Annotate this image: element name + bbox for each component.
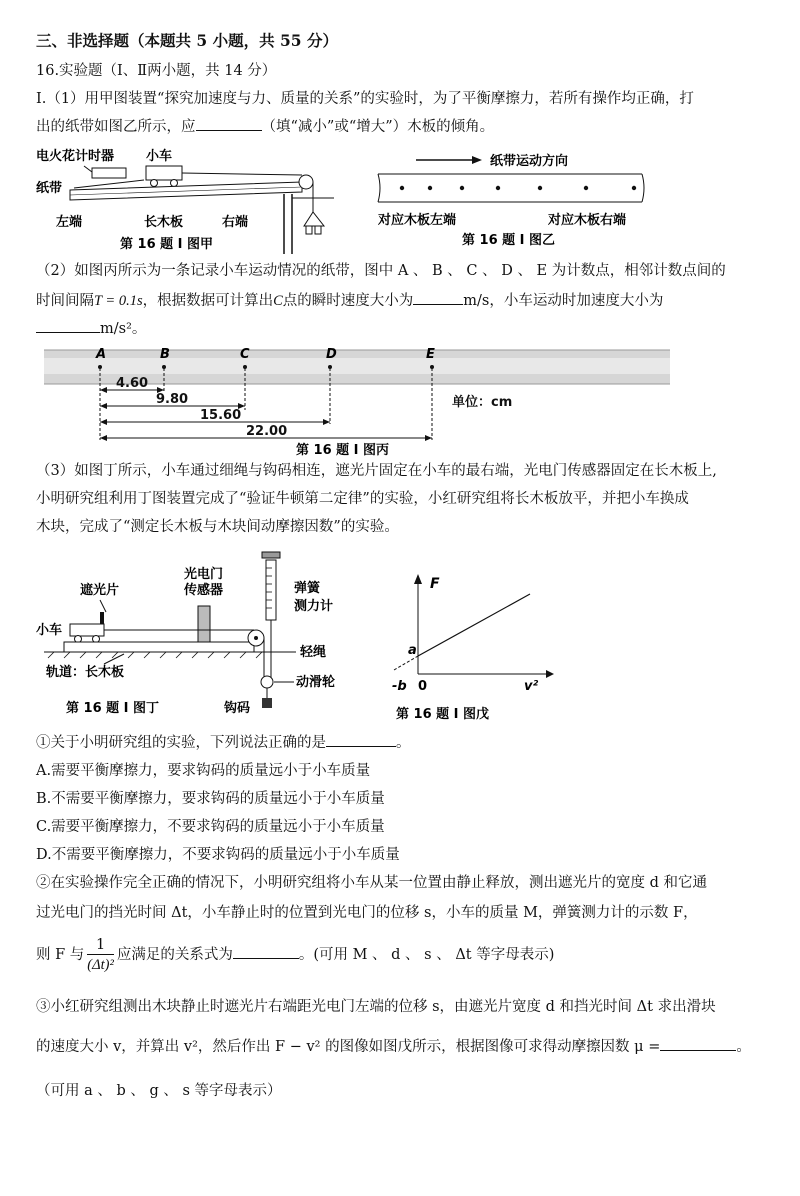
- label-right: 右端: [222, 215, 249, 230]
- question-2-line3: [36, 932, 554, 978]
- label-tape: 纸带: [36, 181, 63, 196]
- cart-wheel-left: [151, 180, 158, 187]
- x-axis-label: v²: [524, 679, 539, 694]
- tape-dot: [538, 186, 542, 190]
- question-3-line2-b: 。: [736, 1039, 751, 1055]
- fraction-1-over-dt2: [87, 936, 114, 975]
- question-1-end: 。: [396, 735, 411, 751]
- part1-line2-b: （填“减小”或“增大”）木板的倾角。: [261, 119, 495, 135]
- tape-dot: [460, 186, 464, 190]
- question-3-line3: （可用 a 、 b 、 g 、 s 等字母表示）: [36, 1083, 282, 1099]
- photogate-shape: [198, 606, 210, 642]
- option-b: B.不需要平衡摩擦力，要求钩码的质量远小于小车质量: [36, 791, 385, 807]
- caption-bing: 第 16 题 I 图丙: [296, 443, 390, 458]
- tape-line: [74, 180, 144, 188]
- extrapolation-line: [394, 656, 418, 670]
- part2-line2-c: ，根据数据可计算出: [142, 293, 274, 309]
- dist-ad: 15.60: [200, 408, 242, 423]
- label-left: 左端: [56, 215, 83, 230]
- part2-line2-a: 时间间隔: [36, 293, 94, 309]
- option-d: D.不需要平衡摩擦力，不要求钩码的质量远小于小车质量: [36, 847, 400, 863]
- caption-ding: 第 16 题 I 图丁: [66, 701, 160, 716]
- part3-line2: 小明研究组利用丁图装置完成了“验证牛顿第二定律”的实验，小红研究组将长木板放平，并把小车换成: [36, 491, 689, 507]
- tape-dot: [632, 186, 636, 190]
- answer-blank-2[interactable]: [413, 290, 463, 305]
- question-2-line1: ②在实验操作完全正确的情况下，小明研究组将小车从某一位置由静止释放，测出遮光片的宽度 d 和它通: [36, 875, 707, 891]
- tape-dot: [496, 186, 500, 190]
- figure-yi: [372, 150, 672, 250]
- part3-line3: 木块，完成了“测定长木板与木块间动摩擦因数”的实验。: [36, 519, 399, 535]
- question-2-line3-b: 应满足的关系式为: [116, 947, 233, 963]
- arrow-head: [472, 156, 482, 164]
- part1-line1: Ⅰ.（1）用甲图装置“探究加速度与力、质量的关系”的实验时，为了平衡摩擦力，若所有操作均正确，打: [36, 91, 694, 107]
- option-c: C.需要平衡摩擦力，不要求钩码的质量远小于小车质量: [36, 819, 385, 835]
- part2-line2-e: 点的瞬时速度大小为: [282, 293, 414, 309]
- shade-shape: [100, 612, 104, 624]
- label-cart: 小车: [146, 149, 173, 164]
- answer-blank-4[interactable]: [326, 732, 396, 747]
- cart-body: [146, 166, 182, 180]
- caption-wu: 第 16 题 I 图戊: [396, 707, 490, 722]
- answer-blank-3[interactable]: [36, 318, 100, 333]
- intercept-neg-b: -b: [392, 679, 407, 694]
- figure-ding: [34, 548, 384, 720]
- figure-wu: [390, 574, 560, 724]
- tape-dot: [584, 186, 588, 190]
- tape-dot: [400, 186, 404, 190]
- label-yi-left: 对应木板左端: [378, 213, 457, 228]
- option-a: A.需要平衡摩擦力，要求钩码的质量远小于小车质量: [36, 763, 371, 779]
- point-a-label: A: [96, 347, 107, 362]
- part1-line2-a: 出的纸带如图乙所示，应: [36, 119, 196, 135]
- caption-jia: 第 16 题 I 图甲: [120, 237, 214, 252]
- label-yi-right: 对应木板右端: [548, 213, 627, 228]
- rope-line: [182, 173, 302, 175]
- dist-ac: 9.80: [156, 392, 189, 407]
- question-3-line2-a: 的速度大小 v，并算出 v²，然后作出 F − v² 的图像如图戊所示，根据图像可求得动摩擦因数 μ =: [36, 1039, 661, 1055]
- point-d-label: D: [326, 347, 337, 362]
- label-track: 轨道：长木板: [46, 665, 125, 680]
- label-timer: 电火花计时器: [36, 149, 115, 164]
- figure-jia: [34, 142, 354, 254]
- moving-pulley: [261, 676, 273, 688]
- label-cart-ding: 小车: [36, 623, 63, 638]
- section-title: 三、非选择题（本题共 5 小题，共 55 分）: [36, 31, 338, 50]
- question-2-line3-c: 。(可用 M 、 d 、 s 、 Δt 等字母表示): [298, 947, 555, 963]
- answer-blank-6[interactable]: [660, 1036, 736, 1051]
- label-pulley: 动滑轮: [296, 675, 336, 690]
- part2-line1: （2）如图丙所示为一条记录小车运动情况的纸带，图中 A 、 B 、 C 、 D 、 E 为计数点，相邻计数点间的: [36, 263, 726, 279]
- figure-bing: [40, 340, 680, 458]
- point-b-label: B: [160, 347, 170, 362]
- track-shape: [64, 642, 254, 652]
- cart-wheel-right: [171, 180, 178, 187]
- part2-line3-unit: m/s²。: [100, 321, 147, 337]
- answer-blank-1[interactable]: [196, 116, 262, 131]
- label-gate-1: 光电门: [184, 567, 224, 582]
- point-c-label: C: [240, 347, 250, 362]
- timer-shape: [92, 168, 126, 178]
- weight-hanger: [304, 212, 324, 226]
- caption-yi: 第 16 题 I 图乙: [462, 233, 556, 248]
- timer-pointer: [84, 166, 92, 172]
- part2-line2-f: m/s，小车运动时加速度大小为: [463, 293, 664, 309]
- label-spring-1: 弹簧: [294, 581, 321, 596]
- unit-label: 单位：cm: [452, 395, 513, 410]
- answer-blank-5[interactable]: [233, 944, 299, 959]
- part2-line3: [36, 318, 146, 340]
- part3-line1: （3）如图丁所示，小车通过细绳与钩码相连，遮光片固定在小车的最右端，光电门传感器固定在长木板上,: [36, 463, 717, 479]
- question-3-line2: [36, 1036, 751, 1058]
- question-1-text: ①关于小明研究组的实验，下列说法正确的是: [36, 735, 326, 751]
- label-weight: 钩码: [224, 701, 251, 716]
- dist-ab: 4.60: [116, 376, 149, 391]
- y-axis-label: F: [430, 576, 440, 592]
- time-interval: T = 0.1s: [94, 293, 143, 309]
- intercept-a: a: [408, 643, 417, 658]
- cart-ding-body: [70, 624, 104, 636]
- question-2-line2: 过光电门的挡光时间 Δt，小车静止时的位置到光电门的位移 s，小车的质量 M，弹簧测力计的示数 F，: [36, 905, 698, 921]
- spring-scale: [266, 560, 276, 620]
- pulley-shape: [299, 175, 313, 189]
- question-2-line3-a: 则 F 与: [36, 947, 85, 963]
- origin-label: 0: [418, 679, 428, 694]
- question-1: [36, 732, 411, 754]
- weight-ding: [262, 698, 272, 708]
- label-shade: 遮光片: [80, 583, 120, 598]
- point-c: C: [273, 293, 283, 309]
- question-16-title: 16.实验题（Ⅰ、Ⅱ两小题，共 14 分）: [36, 63, 277, 79]
- label-rope: 轻绳: [300, 645, 327, 660]
- part2-line2: [36, 290, 663, 312]
- fraction-denominator: (Δt)²: [87, 956, 114, 973]
- tape-dot: [428, 186, 432, 190]
- label-board: 长木板: [144, 215, 184, 230]
- graph-line: [418, 594, 530, 656]
- label-direction: 纸带运动方向: [490, 154, 569, 169]
- label-spring-2: 测力计: [294, 599, 334, 614]
- question-3-line1: ③小红研究组测出木块静止时遮光片右端距光电门左端的位移 s，由遮光片宽度 d 和挡光时间 Δt 求出滑块: [36, 999, 716, 1015]
- dist-ae: 22.00: [246, 424, 288, 439]
- label-gate-2: 传感器: [184, 583, 224, 598]
- part1-line2: [36, 116, 494, 138]
- point-e-label: E: [426, 347, 435, 362]
- fraction-numerator: 1: [87, 936, 114, 955]
